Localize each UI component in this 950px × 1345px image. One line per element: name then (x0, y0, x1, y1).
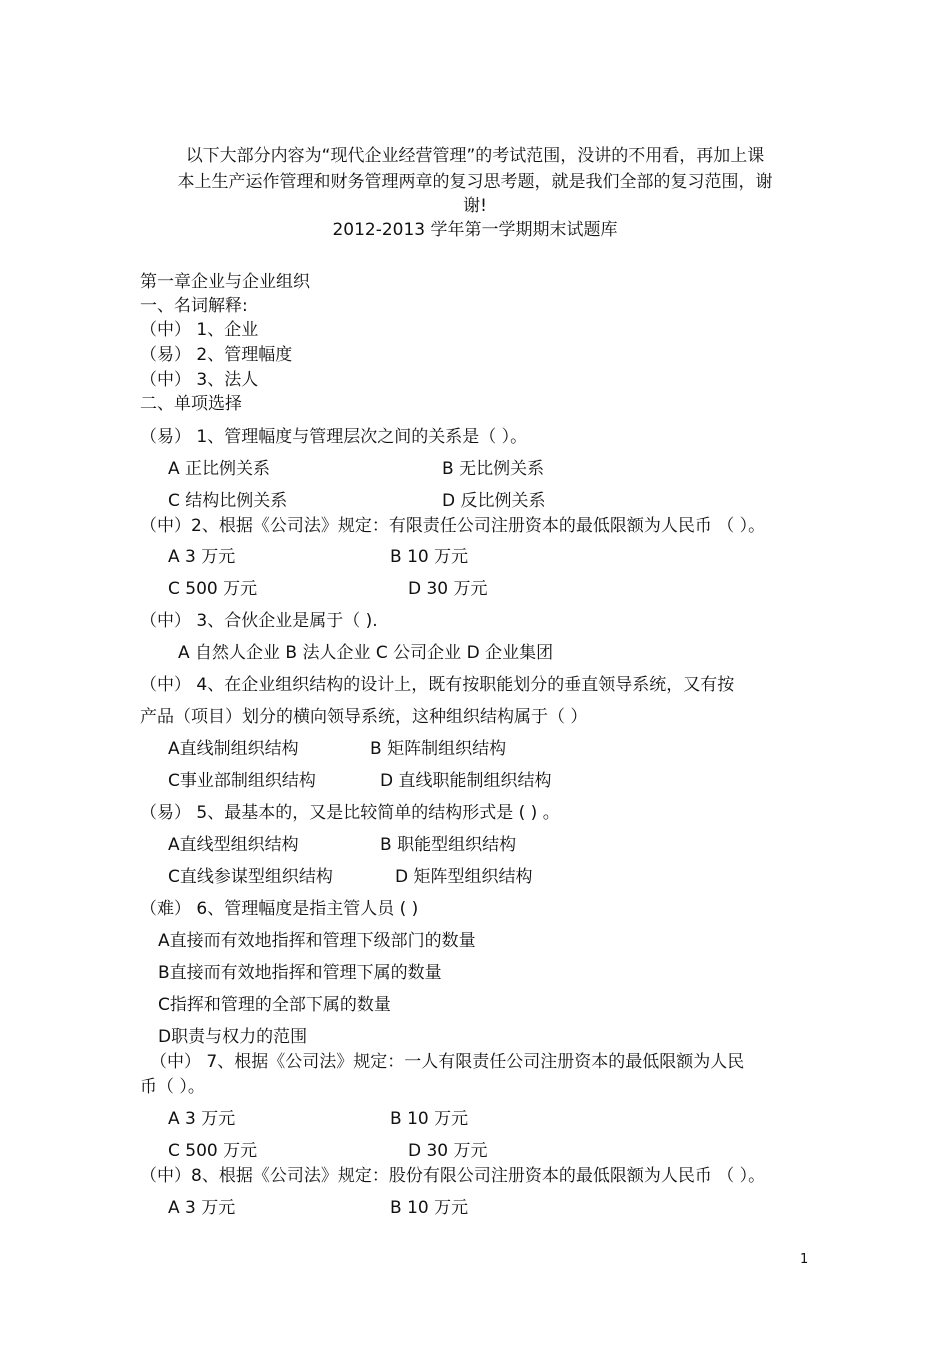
question-text: （中）2、根据《公司法》规定：有限责任公司注册资本的最低限额为人民币 （ ）。 (140, 516, 766, 536)
option-b: B 无比例关系 (442, 459, 545, 479)
option-d: D职责与权力的范围 (158, 1027, 308, 1047)
option-c: C指挥和管理的全部下属的数量 (158, 995, 391, 1015)
option-b: B直接而有效地指挥和管理下属的数量 (158, 963, 442, 983)
option-a: A直接而有效地指挥和管理下级部门的数量 (158, 931, 476, 951)
option-c: C事业部制组织结构 (168, 771, 316, 791)
term-item: （中） 1、企业 (140, 320, 259, 340)
option-row: A 自然人企业 B 法人企业 C 公司企业 D 企业集团 (178, 643, 554, 663)
question-text: （难） 6、管理幅度是指主管人员 ( ) (140, 899, 419, 919)
option-a: A直线制组织结构 (168, 739, 299, 759)
option-c: C 结构比例关系 (168, 491, 288, 511)
option-d: D 30 万元 (408, 1141, 488, 1161)
term-item: （中） 3、法人 (140, 370, 259, 390)
option-a: A 3 万元 (168, 1109, 236, 1129)
option-d: D 直线职能制组织结构 (380, 771, 552, 791)
option-c: C 500 万元 (168, 1141, 258, 1161)
option-b: B 10 万元 (390, 1198, 469, 1218)
option-a: A 正比例关系 (168, 459, 271, 479)
question-text: （中）8、根据《公司法》规定：股份有限公司注册资本的最低限额为人民币 （ ）。 (140, 1166, 766, 1186)
question-text: （中） 7、根据《公司法》规定：一人有限责任公司注册资本的最低限额为人民 (150, 1052, 745, 1072)
option-b: B 职能型组织结构 (380, 835, 517, 855)
option-a: A直线型组织结构 (168, 835, 299, 855)
section-heading: 二、单项选择 (140, 394, 242, 414)
question-text-cont: 产品（项目）划分的横向领导系统，这种组织结构属于（ ） (140, 707, 588, 727)
question-text: （中） 3、合伙企业是属于（ ). (140, 611, 378, 631)
option-b: B 10 万元 (390, 547, 469, 567)
option-d: D 30 万元 (408, 579, 488, 599)
term-item: （易） 2、管理幅度 (140, 345, 293, 365)
option-d: D 矩阵型组织结构 (395, 867, 533, 887)
intro-line-3: 谢! (463, 196, 487, 216)
question-text: （中） 4、在企业组织结构的设计上，既有按职能划分的垂直领导系统，又有按 (140, 675, 735, 695)
option-c: C直线参谋型组织结构 (168, 867, 333, 887)
section-heading: 一、名词解释: (140, 296, 248, 316)
option-a: A 3 万元 (168, 1198, 236, 1218)
question-text-cont: 币（ ）。 (140, 1077, 205, 1097)
question-text: （易） 5、最基本的，又是比较简单的结构形式是 ( ) 。 (140, 803, 560, 823)
intro-line-2: 本上生产运作管理和财务管理两章的复习思考题，就是我们全部的复习范围，谢 (177, 172, 773, 192)
option-b: B 10 万元 (390, 1109, 469, 1129)
option-a: A 3 万元 (168, 547, 236, 567)
intro-line-1: 以下大部分内容为“现代企业经营管理”的考试范围，没讲的不用看，再加上课 (185, 146, 765, 166)
option-c: C 500 万元 (168, 579, 258, 599)
chapter-title: 第一章企业与企业组织 (140, 272, 310, 292)
option-d: D 反比例关系 (442, 491, 546, 511)
question-text: （易） 1、管理幅度与管理层次之间的关系是（ ）。 (140, 427, 528, 447)
page-number: 1 (800, 1252, 809, 1267)
option-b: B 矩阵制组织结构 (370, 739, 507, 759)
page-subtitle: 2012-2013 学年第一学期期末试题库 (332, 220, 618, 240)
